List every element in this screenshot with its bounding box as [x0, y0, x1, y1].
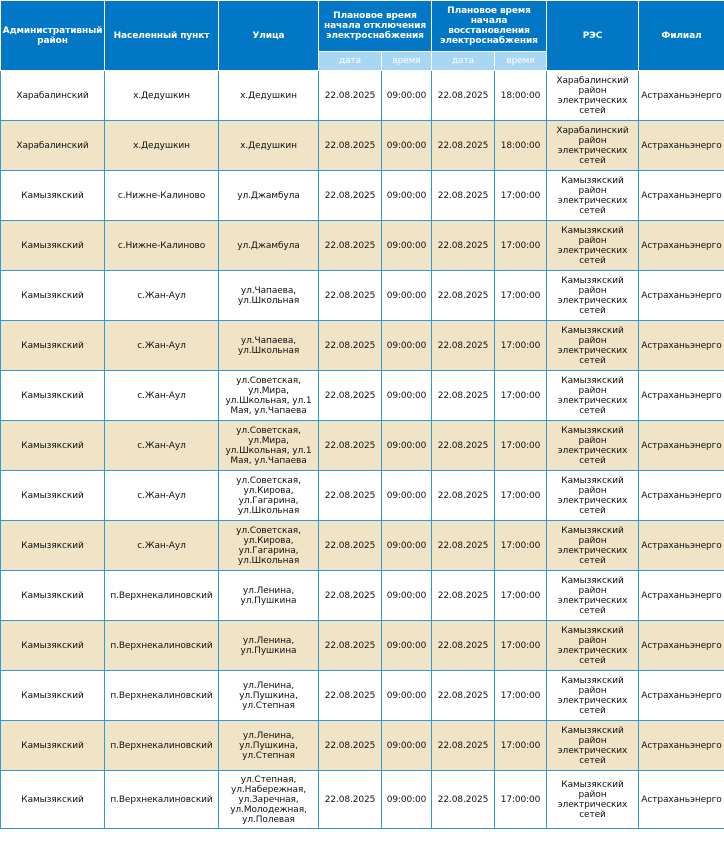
cell-restore-time: 17:00:00: [495, 271, 547, 321]
cell-district: Камызякский: [1, 421, 105, 471]
cell-restore-time: 18:00:00: [495, 121, 547, 171]
table-row: [1, 71, 724, 121]
cell-restore-time: 17:00:00: [495, 221, 547, 271]
header-outage-start: Плановое время начала отключения электроснабжения: [319, 1, 432, 52]
table-row: [1, 571, 724, 621]
cell-start-date: 22.08.2025: [319, 521, 382, 571]
cell-restore-time: 17:00:00: [495, 621, 547, 671]
cell-district: Камызякский: [1, 721, 105, 771]
subheader-restore-time: время: [495, 52, 547, 71]
cell-locality: с.Жан-Аул: [105, 421, 219, 471]
cell-branch: Астраханьэнерго: [639, 321, 724, 371]
cell-restore-date: 22.08.2025: [432, 71, 495, 121]
cell-restore-time: 17:00:00: [495, 771, 547, 829]
cell-start-time: 09:00:00: [382, 671, 432, 721]
subheader-start-date: дата: [319, 52, 382, 71]
cell-start-time: 09:00:00: [382, 421, 432, 471]
cell-start-date: 22.08.2025: [319, 271, 382, 321]
table-row: [1, 621, 724, 671]
cell-street: ул.Чапаева, ул.Школьная: [219, 271, 319, 321]
cell-res: Камызякский район электрических сетей: [547, 221, 639, 271]
cell-res: Камызякский район электрических сетей: [547, 371, 639, 421]
cell-branch: Астраханьэнерго: [639, 121, 724, 171]
cell-street: х.Дедушкин: [219, 121, 319, 171]
cell-district: Камызякский: [1, 471, 105, 521]
cell-res: Камызякский район электрических сетей: [547, 621, 639, 671]
cell-res: Камызякский район электрических сетей: [547, 171, 639, 221]
cell-restore-time: 17:00:00: [495, 371, 547, 421]
header-branch: Филиал: [639, 1, 724, 71]
cell-street: ул.Советская, ул.Кирова, ул.Гагарина, ул.Школьная: [219, 471, 319, 521]
table-row: [1, 471, 724, 521]
cell-restore-date: 22.08.2025: [432, 221, 495, 271]
table-row: [1, 221, 724, 271]
cell-locality: п.Верхнекалиновский: [105, 621, 219, 671]
cell-branch: Астраханьэнерго: [639, 621, 724, 671]
cell-street: х.Дедушкин: [219, 71, 319, 121]
cell-district: Камызякский: [1, 521, 105, 571]
cell-restore-date: 22.08.2025: [432, 721, 495, 771]
cell-branch: Астраханьэнерго: [639, 221, 724, 271]
cell-restore-date: 22.08.2025: [432, 521, 495, 571]
cell-locality: с.Жан-Аул: [105, 471, 219, 521]
cell-restore-date: 22.08.2025: [432, 321, 495, 371]
table-row: [1, 771, 724, 829]
cell-start-time: 09:00:00: [382, 621, 432, 671]
header-restore: Плановое время начала восстановления электроснабжения: [432, 1, 547, 52]
cell-district: Камызякский: [1, 671, 105, 721]
cell-district: Камызякский: [1, 571, 105, 621]
table-row: [1, 171, 724, 221]
cell-start-date: 22.08.2025: [319, 571, 382, 621]
table-row: [1, 321, 724, 371]
cell-district: Камызякский: [1, 221, 105, 271]
cell-branch: Астраханьэнерго: [639, 521, 724, 571]
cell-locality: с.Жан-Аул: [105, 521, 219, 571]
table-row: [1, 521, 724, 571]
cell-district: Камызякский: [1, 771, 105, 829]
table-row: [1, 671, 724, 721]
cell-district: Харабалинский: [1, 121, 105, 171]
cell-restore-time: 17:00:00: [495, 171, 547, 221]
cell-start-date: 22.08.2025: [319, 371, 382, 421]
cell-locality: х.Дедушкин: [105, 121, 219, 171]
cell-restore-date: 22.08.2025: [432, 271, 495, 321]
cell-restore-date: 22.08.2025: [432, 371, 495, 421]
cell-start-time: 09:00:00: [382, 371, 432, 421]
cell-start-date: 22.08.2025: [319, 721, 382, 771]
cell-restore-time: 17:00:00: [495, 421, 547, 471]
cell-street: ул.Советская, ул.Мира, ул.Школьная, ул.1 Мая, ул.Чапаева: [219, 371, 319, 421]
cell-start-time: 09:00:00: [382, 221, 432, 271]
cell-start-time: 09:00:00: [382, 721, 432, 771]
cell-street: ул.Чапаева, ул.Школьная: [219, 321, 319, 371]
cell-branch: Астраханьэнерго: [639, 771, 724, 829]
cell-locality: с.Жан-Аул: [105, 321, 219, 371]
table-row: [1, 371, 724, 421]
table-row: [1, 121, 724, 171]
cell-start-time: 09:00:00: [382, 321, 432, 371]
cell-branch: Астраханьэнерго: [639, 571, 724, 621]
table-row: [1, 421, 724, 471]
cell-res: Камызякский район электрических сетей: [547, 721, 639, 771]
cell-district: Камызякский: [1, 621, 105, 671]
cell-restore-time: 17:00:00: [495, 471, 547, 521]
cell-locality: п.Верхнекалиновский: [105, 771, 219, 829]
cell-branch: Астраханьэнерго: [639, 71, 724, 121]
cell-start-date: 22.08.2025: [319, 421, 382, 471]
cell-res: Харабалинский район электрических сетей: [547, 71, 639, 121]
cell-locality: п.Верхнекалиновский: [105, 671, 219, 721]
cell-res: Харабалинский район электрических сетей: [547, 121, 639, 171]
table-row: [1, 721, 724, 771]
cell-street: ул.Советская, ул.Кирова, ул.Гагарина, ул.Школьная: [219, 521, 319, 571]
cell-restore-date: 22.08.2025: [432, 421, 495, 471]
cell-restore-time: 17:00:00: [495, 721, 547, 771]
cell-street: ул.Джамбула: [219, 171, 319, 221]
header-street: Улица: [219, 1, 319, 71]
cell-start-date: 22.08.2025: [319, 471, 382, 521]
cell-locality: с.Жан-Аул: [105, 271, 219, 321]
cell-restore-date: 22.08.2025: [432, 471, 495, 521]
cell-res: Камызякский район электрических сетей: [547, 571, 639, 621]
cell-district: Камызякский: [1, 171, 105, 221]
cell-locality: п.Верхнекалиновский: [105, 721, 219, 771]
cell-res: Камызякский район электрических сетей: [547, 321, 639, 371]
cell-branch: Астраханьэнерго: [639, 171, 724, 221]
cell-locality: с.Нижне-Калиново: [105, 171, 219, 221]
cell-branch: Астраханьэнерго: [639, 421, 724, 471]
cell-start-time: 09:00:00: [382, 271, 432, 321]
cell-start-date: 22.08.2025: [319, 221, 382, 271]
cell-res: Камызякский район электрических сетей: [547, 471, 639, 521]
cell-district: Камызякский: [1, 321, 105, 371]
cell-res: Камызякский район электрических сетей: [547, 271, 639, 321]
cell-locality: п.Верхнекалиновский: [105, 571, 219, 621]
cell-start-time: 09:00:00: [382, 471, 432, 521]
cell-start-time: 09:00:00: [382, 521, 432, 571]
cell-start-time: 09:00:00: [382, 171, 432, 221]
cell-restore-date: 22.08.2025: [432, 771, 495, 829]
cell-res: Камызякский район электрических сетей: [547, 671, 639, 721]
cell-district: Харабалинский: [1, 71, 105, 121]
cell-res: Камызякский район электрических сетей: [547, 421, 639, 471]
cell-start-date: 22.08.2025: [319, 121, 382, 171]
cell-locality: с.Нижне-Калиново: [105, 221, 219, 271]
cell-street: ул.Степная, ул.Набережная, ул.Заречная, ул.Молодежная, ул.Полевая: [219, 771, 319, 829]
cell-restore-date: 22.08.2025: [432, 671, 495, 721]
cell-start-time: 09:00:00: [382, 121, 432, 171]
cell-restore-time: 17:00:00: [495, 321, 547, 371]
cell-restore-time: 17:00:00: [495, 671, 547, 721]
cell-start-date: 22.08.2025: [319, 671, 382, 721]
cell-restore-date: 22.08.2025: [432, 171, 495, 221]
cell-res: Камызякский район электрических сетей: [547, 521, 639, 571]
cell-start-time: 09:00:00: [382, 71, 432, 121]
cell-street: ул.Ленина, ул.Пушкина: [219, 571, 319, 621]
header-locality: Населенный пункт: [105, 1, 219, 71]
cell-restore-time: 17:00:00: [495, 571, 547, 621]
cell-branch: Астраханьэнерго: [639, 471, 724, 521]
cell-district: Камызякский: [1, 371, 105, 421]
cell-street: ул.Ленина, ул.Пушкина, ул.Степная: [219, 671, 319, 721]
cell-street: ул.Ленина, ул.Пушкина: [219, 621, 319, 671]
cell-street: ул.Джамбула: [219, 221, 319, 271]
table-body: [1, 71, 724, 829]
cell-street: ул.Ленина, ул.Пушкина, ул.Степная: [219, 721, 319, 771]
cell-start-date: 22.08.2025: [319, 621, 382, 671]
subheader-restore-date: дата: [432, 52, 495, 71]
cell-res: Камызякский район электрических сетей: [547, 771, 639, 829]
cell-branch: Астраханьэнерго: [639, 271, 724, 321]
subheader-start-time: время: [382, 52, 432, 71]
header-res: РЭС: [547, 1, 639, 71]
cell-start-date: 22.08.2025: [319, 771, 382, 829]
cell-restore-time: 18:00:00: [495, 71, 547, 121]
cell-branch: Астраханьэнерго: [639, 721, 724, 771]
table-header-row: [1, 1, 724, 52]
cell-branch: Астраханьэнерго: [639, 671, 724, 721]
cell-restore-date: 22.08.2025: [432, 621, 495, 671]
cell-restore-time: 17:00:00: [495, 521, 547, 571]
cell-start-date: 22.08.2025: [319, 321, 382, 371]
cell-district: Камызякский: [1, 271, 105, 321]
cell-restore-date: 22.08.2025: [432, 571, 495, 621]
table-row: [1, 271, 724, 321]
cell-start-date: 22.08.2025: [319, 171, 382, 221]
header-district: Административный район: [1, 1, 105, 71]
cell-restore-date: 22.08.2025: [432, 121, 495, 171]
cell-start-time: 09:00:00: [382, 771, 432, 829]
cell-locality: х.Дедушкин: [105, 71, 219, 121]
cell-branch: Астраханьэнерго: [639, 371, 724, 421]
cell-start-date: 22.08.2025: [319, 71, 382, 121]
cell-locality: с.Жан-Аул: [105, 371, 219, 421]
cell-start-time: 09:00:00: [382, 571, 432, 621]
cell-street: ул.Советская, ул.Мира, ул.Школьная, ул.1 Мая, ул.Чапаева: [219, 421, 319, 471]
